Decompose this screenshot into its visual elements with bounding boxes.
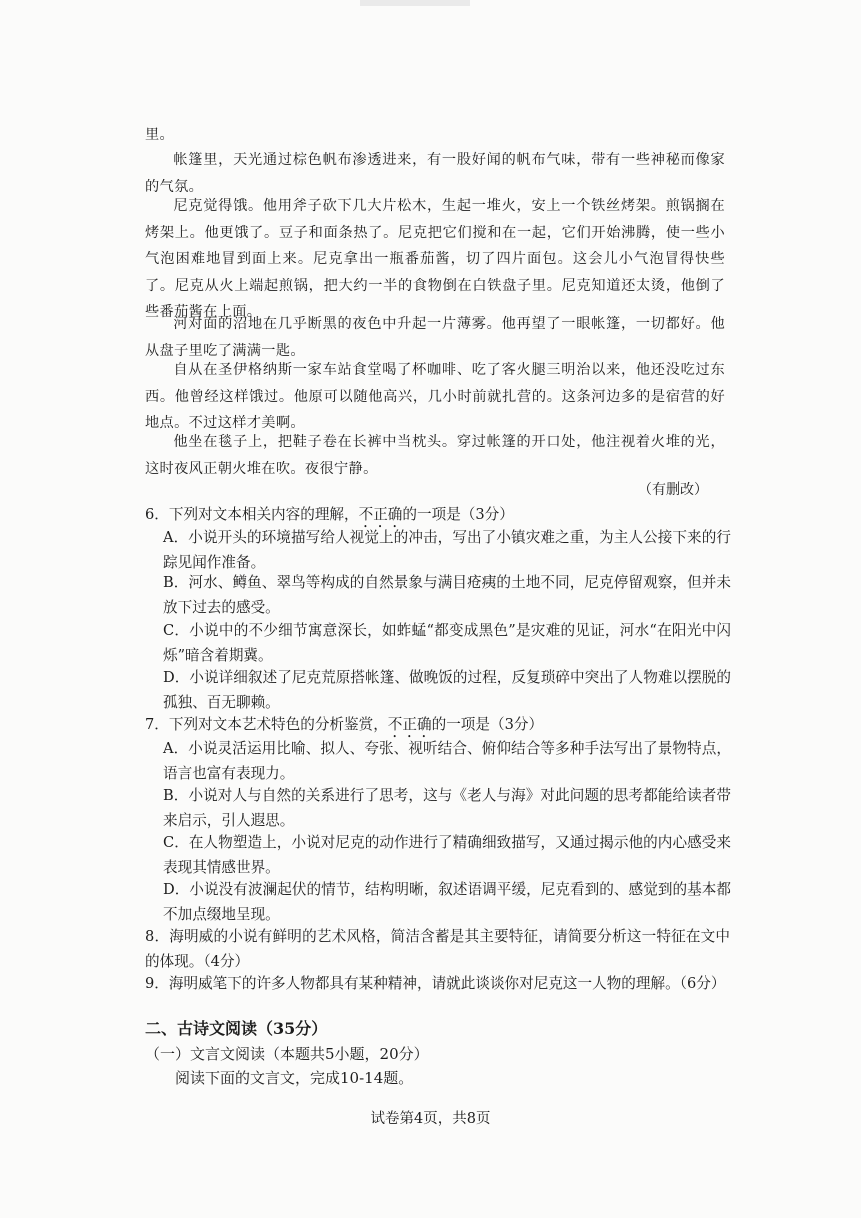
question-6-option-c: C．小说中的不少细节寓意深长，如蚱蜢“都变成黑色”是灾难的见证，河水“在阳光中闪烁”暗含着期冀。 bbox=[163, 622, 731, 664]
question-7-prefix: 7．下列对文本艺术特色的分析鉴赏， bbox=[145, 716, 388, 733]
question-7-option-d: D．小说没有波澜起伏的情节，结构明晰，叙述语调平缓，尼克看到的、感觉到的基本都不加点缀地呈现。 bbox=[163, 881, 731, 923]
question-6-prefix: 6．下列对文本相关内容的理解， bbox=[145, 506, 359, 523]
question-8: 8．海明威的小说有鲜明的艺术风格，简洁含蓄是其主要特征，请简要分析这一特征在文中的体现。（4分） bbox=[145, 928, 730, 970]
question-9: 9．海明威笔下的许多人物都具有某种精神，请就此谈谈你对尼克这一人物的理解。（6分） bbox=[145, 975, 726, 992]
question-7-option-c: C．在人物塑造上，小说对尼克的动作进行了精确细致描写，又通过揭示他的内心感受来表现其情感世界。 bbox=[163, 834, 731, 876]
section-heading: 二、古诗文阅读（35分） bbox=[145, 1019, 328, 1038]
question-7-option-b: B．小说对人与自然的关系进行了思考，这与《老人与海》对此问题的思考都能给读者带来启示，引人遐思。 bbox=[163, 787, 731, 829]
story-paragraph-1: 里。 bbox=[145, 127, 175, 143]
source-note: （有删改） bbox=[638, 482, 708, 498]
question-7-option-a: A．小说灵活运用比喻、拟人、夸张、视听结合、俯仰结合等多种手法写出了景物特点，语言也富有表现力。 bbox=[163, 740, 731, 782]
question-7-suffix: 的一项是（3分） bbox=[431, 716, 544, 733]
question-6-option-d: D．小说详细叙述了尼克荒原搭帐篷、做晚饭的过程，反复琐碎中突出了人物难以摆脱的孤独、百无聊赖。 bbox=[163, 669, 731, 711]
question-6-emphasis: 不正确 bbox=[358, 506, 403, 523]
scan-smudge bbox=[360, 0, 470, 6]
reading-instruction: 阅读下面的文言文，完成10-14题。 bbox=[175, 1069, 414, 1087]
question-6-option-b: B．河水、鳟鱼、翠鸟等构成的自然景象与满目疮痍的土地不同，尼克停留观察，但并未放下过去的感受。 bbox=[163, 574, 731, 616]
story-paragraph-2: 帐篷里，天光通过棕色帆布渗透进来，有一股好闻的帆布气味，带有一些神秘而像家的气氛。 bbox=[145, 152, 725, 195]
story-paragraph-4: 河对面的沼地在几乎断黑的夜色中升起一片薄雾。他再望了一眼帐篷，一切都好。他从盘子里吃了满满一匙。 bbox=[145, 316, 725, 359]
story-paragraph-3: 尼克觉得饿。他用斧子砍下几大片松木，生起一堆火，安上一个铁丝烤架。煎锅搁在烤架上。他更饿了。豆子和面条热了。尼克把它们搅和在一起，它们开始沸腾，使一些小气泡困难地冒到面上来。尼克拿出一瓶番茄酱，切了四片面包。这会儿小气泡冒得快些了。尼克从火上端起煎锅，把大约一半的食物倒在白铁盘子里。尼克知道还太烫，他倒了些番茄酱在上面。 bbox=[145, 198, 725, 320]
question-6-suffix: 的一项是（3分） bbox=[402, 506, 514, 523]
story-paragraph-6: 他坐在毯子上，把鞋子卷在长裤中当枕头。穿过帐篷的开口处，他注视着火堆的光，这时夜风正朝火堆在吹。夜很宁静。 bbox=[145, 434, 725, 477]
question-6-option-a: A．小说开头的环境描写给人视觉上的冲击，写出了小镇灾难之重，为主人公接下来的行踪见闻作准备。 bbox=[163, 529, 731, 571]
question-7-emphasis: 不正确 bbox=[387, 716, 432, 733]
story-paragraph-5: 自从在圣伊格纳斯一家车站食堂喝了杯咖啡、吃了客火腿三明治以来，他还没吃过东西。他曾经这样饿过。他原可以随他高兴，几小时前就扎营的。这条河边多的是宿营的好地点。不过这样才美啊。 bbox=[145, 362, 725, 431]
subsection-heading: （一）文言文阅读（本题共5小题，20分） bbox=[145, 1045, 429, 1063]
page-footer: 试卷第4页，共8页 bbox=[370, 1111, 491, 1127]
